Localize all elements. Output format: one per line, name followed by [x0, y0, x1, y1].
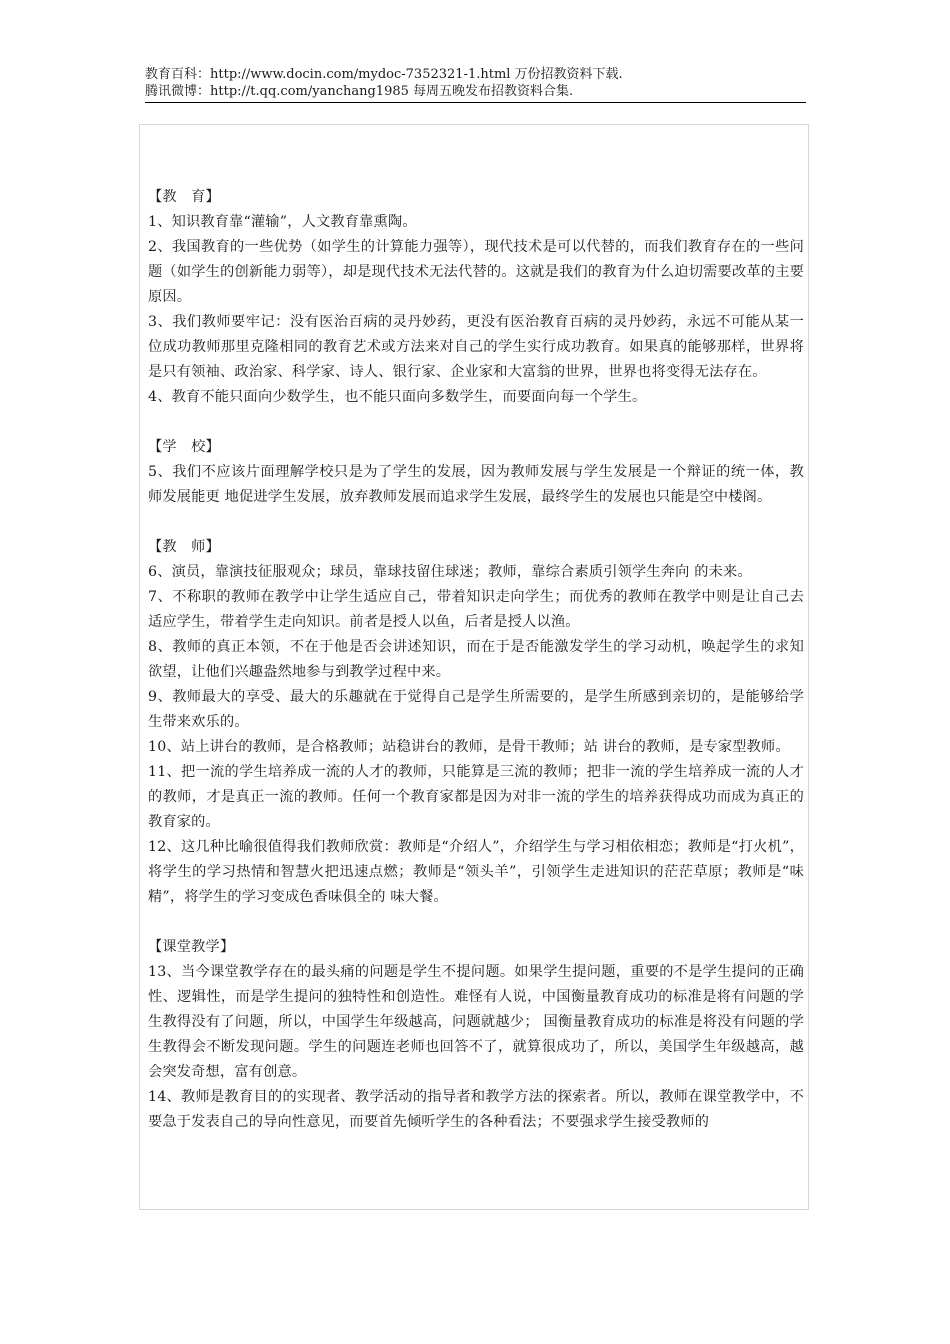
document-header	[145, 66, 806, 103]
paragraph: 10、站上讲台的教师，是合格教师；站稳讲台的教师，是骨干教师；站 讲台的教师，是专家型教师。	[148, 739, 790, 755]
section-school	[148, 435, 804, 510]
paragraph: 1、知识教育靠“灌输”，人文教育靠熏陶。	[148, 214, 417, 230]
section-teacher	[148, 535, 804, 910]
paragraph: 2、我国教育的一些优势（如学生的计算能力强等），现代技术是可以代替的，而我们教育存在的一些问题（如学生的创新能力弱等），却是现代技术无法代替的。这就是我们的教育为什么迫切需要改革的主要原因。	[148, 239, 804, 305]
paragraph: 3、我们教师要牢记：没有医治百病的灵丹妙药，更没有医治教育百病的灵丹妙药，永远不可能从某一位成功教师那里克隆相同的教育艺术或方法来对自己的学生实行成功教育。如果真的能够那样，世界将是只有领袖、政治家、科学家、诗人、银行家、企业家和大富翁的世界，世界也将变得无法存在。	[148, 314, 804, 380]
section-title: 【课堂教学】	[148, 939, 235, 955]
paragraph: 6、演员，靠演技征服观众；球员，靠球技留住球迷；教师，靠综合素质引领学生奔向 的未来。	[148, 564, 752, 580]
paragraph: 7、不称职的教师在教学中让学生适应自己，带着知识走向学生；而优秀的教师在教学中则是让自己去适应学生，带着学生走向知识。前者是授人以鱼，后者是授人以渔。	[148, 589, 804, 630]
paragraph: 4、教育不能只面向少数学生，也不能只面向多数学生，而要面向每一个学生。	[148, 389, 647, 405]
paragraph: 13、当今课堂教学存在的最头痛的问题是学生不提问题。如果学生提问题，重要的不是学生提问的正确性、逻辑性，而是学生提问的独特性和创造性。难怪有人说，中国衡量教育成功的标准是将有问题的学生教得没有了问题，所以，中国学生年级越高，问题就越少； 国衡量教育成功的标准是将没有问题的学生教得会不断发现问题。学生的问题连老师也回答不了，就算很成功了，所以，美国学生年级越高，越会突发奇想，富有创意。	[148, 964, 804, 1080]
section-gap	[148, 910, 804, 935]
paragraph: 5、我们不应该片面理解学校只是为了学生的发展，因为教师发展与学生发展是一个辩证的统一体，教师发展能更 地促进学生发展，放弃教师发展而追求学生发展，最终学生的发展也只能是空中楼阁。	[148, 464, 804, 505]
section-classroom-teaching	[148, 935, 804, 1135]
paragraph: 12、这几种比喻很值得我们教师欣赏：教师是“介绍人”，介绍学生与学习相依相恋；教师是“打火机”，将学生的学习热情和智慧火把迅速点燃；教师是“领头羊”，引领学生走进知识的茫茫草原；教师是“味精”，将学生的学习变成色香味俱全的 味大餐。	[148, 839, 804, 905]
section-title: 【教 师】	[148, 539, 220, 555]
section-gap	[148, 410, 804, 435]
paragraph: 14、教师是教育目的的实现者、教学活动的指导者和教学方法的探索者。所以，教师在课堂教学中，不要急于发表自己的导向性意见，而要首先倾听学生的各种看法；不要强求学生接受教师的	[148, 1089, 804, 1130]
paragraph: 8、教师的真正本领，不在于他是否会讲述知识，而在于是否能激发学生的学习动机，唤起学生的求知欲望，让他们兴趣盎然地参与到教学过程中来。	[148, 639, 804, 680]
header-line-baike: 教育百科：http://www.docin.com/mydoc-7352321-1.html 万份招教资料下载.	[145, 67, 623, 82]
section-title: 【学 校】	[148, 439, 220, 455]
content-body	[148, 185, 804, 1135]
section-title: 【教 育】	[148, 189, 220, 205]
section-education	[148, 185, 804, 410]
content-box	[139, 124, 809, 1210]
section-gap	[148, 510, 804, 535]
header-line-weibo: 腾讯微博：http://t.qq.com/yanchang1985 每周五晚发布招教资料合集.	[145, 84, 574, 99]
paragraph: 11、把一流的学生培养成一流的人才的教师，只能算是三流的教师；把非一流的学生培养成一流的人才的教师，才是真正一流的教师。任何一个教育家都是因为对非一流的学生的培养获得成功而成为真正的教育家的。	[148, 764, 804, 830]
paragraph: 9、教师最大的享受、最大的乐趣就在于觉得自己是学生所需要的，是学生所感到亲切的，是能够给学生带来欢乐的。	[148, 689, 804, 730]
